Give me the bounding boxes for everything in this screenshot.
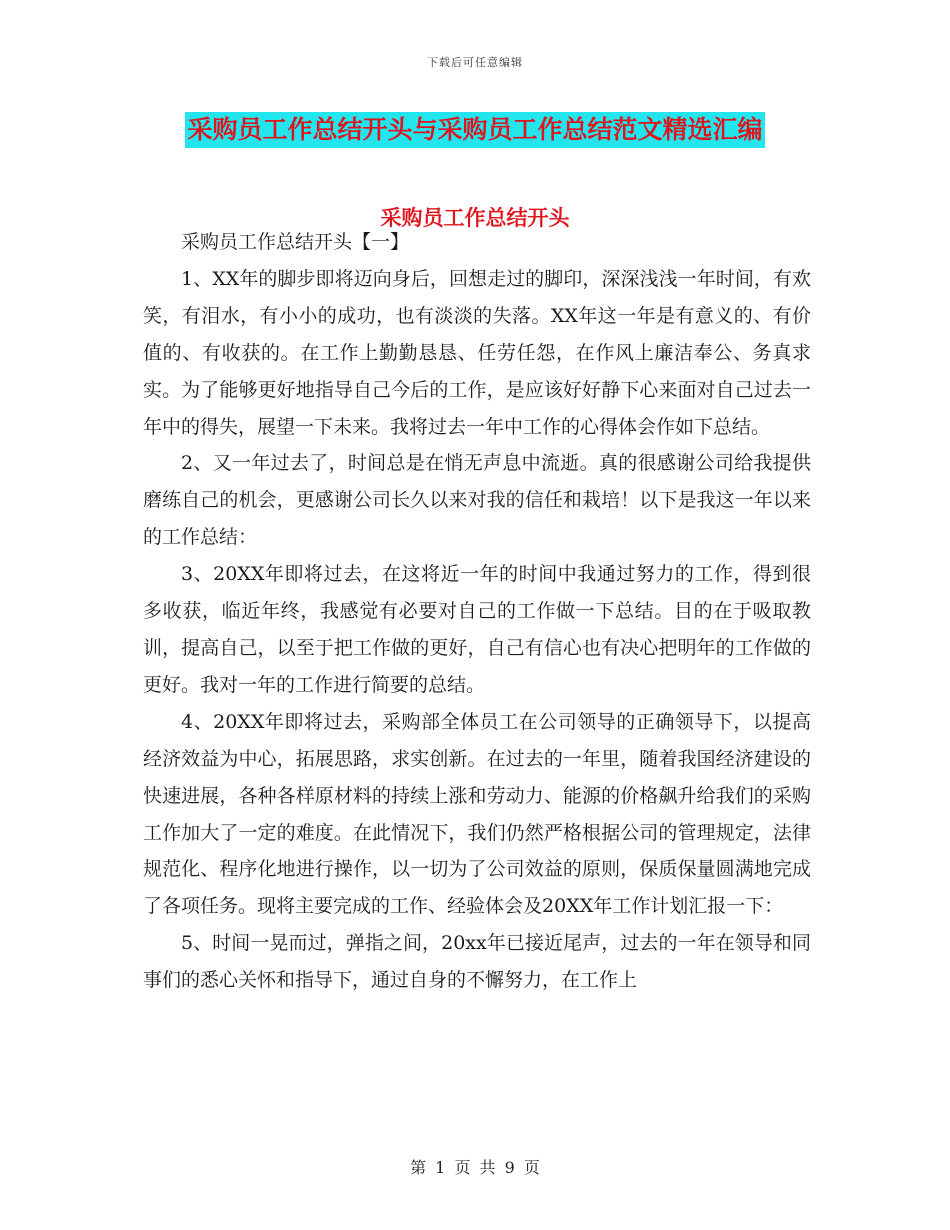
main-title-wrapper xyxy=(0,112,950,148)
page-footer: 第 1 页 共 9 页 xyxy=(410,1158,540,1177)
document-title: 采购员工作总结开头与采购员工作总结范文精选汇编 xyxy=(185,112,764,148)
paragraph-3: 3、20XX年即将过去，在这将近一年的时间中我通过努力的工作，得到很多收获，临近年终，我感觉有必要对自己的工作做一下总结。目的在于吸取教训，提高自己，以至于把工作做的更好，自己有信心也有决心把明年的工作做的更好。我对一年的工作进行简要的总结。 xyxy=(143,563,811,696)
document-body xyxy=(143,224,811,999)
section-title: 采购员工作总结开头 xyxy=(380,206,570,230)
subheading: 采购员工作总结开头【一】 xyxy=(181,231,410,253)
paragraph-5: 5、时间一晃而过，弹指之间，20xx年已接近尾声，过去的一年在领导和同事们的悉心关怀和指导下，通过自身的不懈努力，在工作上 xyxy=(143,932,811,992)
paragraph-1: 1、XX年的脚步即将迈向身后，回想走过的脚印，深深浅浅一年时间，有欢笑，有泪水，有小小的成功，也有淡淡的失落。XX年这一年是有意义的、有价值的、有收获的。在工作上勤勤恳恳、任劳任怨，在作风上廉洁奉公、务真求实。为了能够更好地指导自己今后的工作，是应该好好静下心来面对自己过去一年中的得失，展望一下未来。我将过去一年中工作的心得体会作如下总结。 xyxy=(143,267,811,438)
page-header-note: 下载后可任意编辑 xyxy=(427,56,523,69)
paragraph-4: 4、20XX年即将过去，采购部全体员工在公司领导的正确领导下，以提高经济效益为中心，拓展思路，求实创新。在过去的一年里，随着我国经济建设的快速进展，各种各样原材料的持续上涨和劳动力、能源的价格飙升给我们的采购工作加大了一定的难度。在此情况下，我们仍然严格根据公司的管理规定，法律规范化、程序化地进行操作，以一切为了公司效益的原则，保质保量圆满地完成了各项任务。现将主要完成的工作、经验体会及20XX年工作计划汇报一下： xyxy=(143,710,811,918)
paragraph-2: 2、又一年过去了，时间总是在悄无声息中流逝。真的很感谢公司给我提供磨练自己的机会，更感谢公司长久以来对我的信任和栽培！以下是我这一年以来的工作总结： xyxy=(143,452,811,549)
